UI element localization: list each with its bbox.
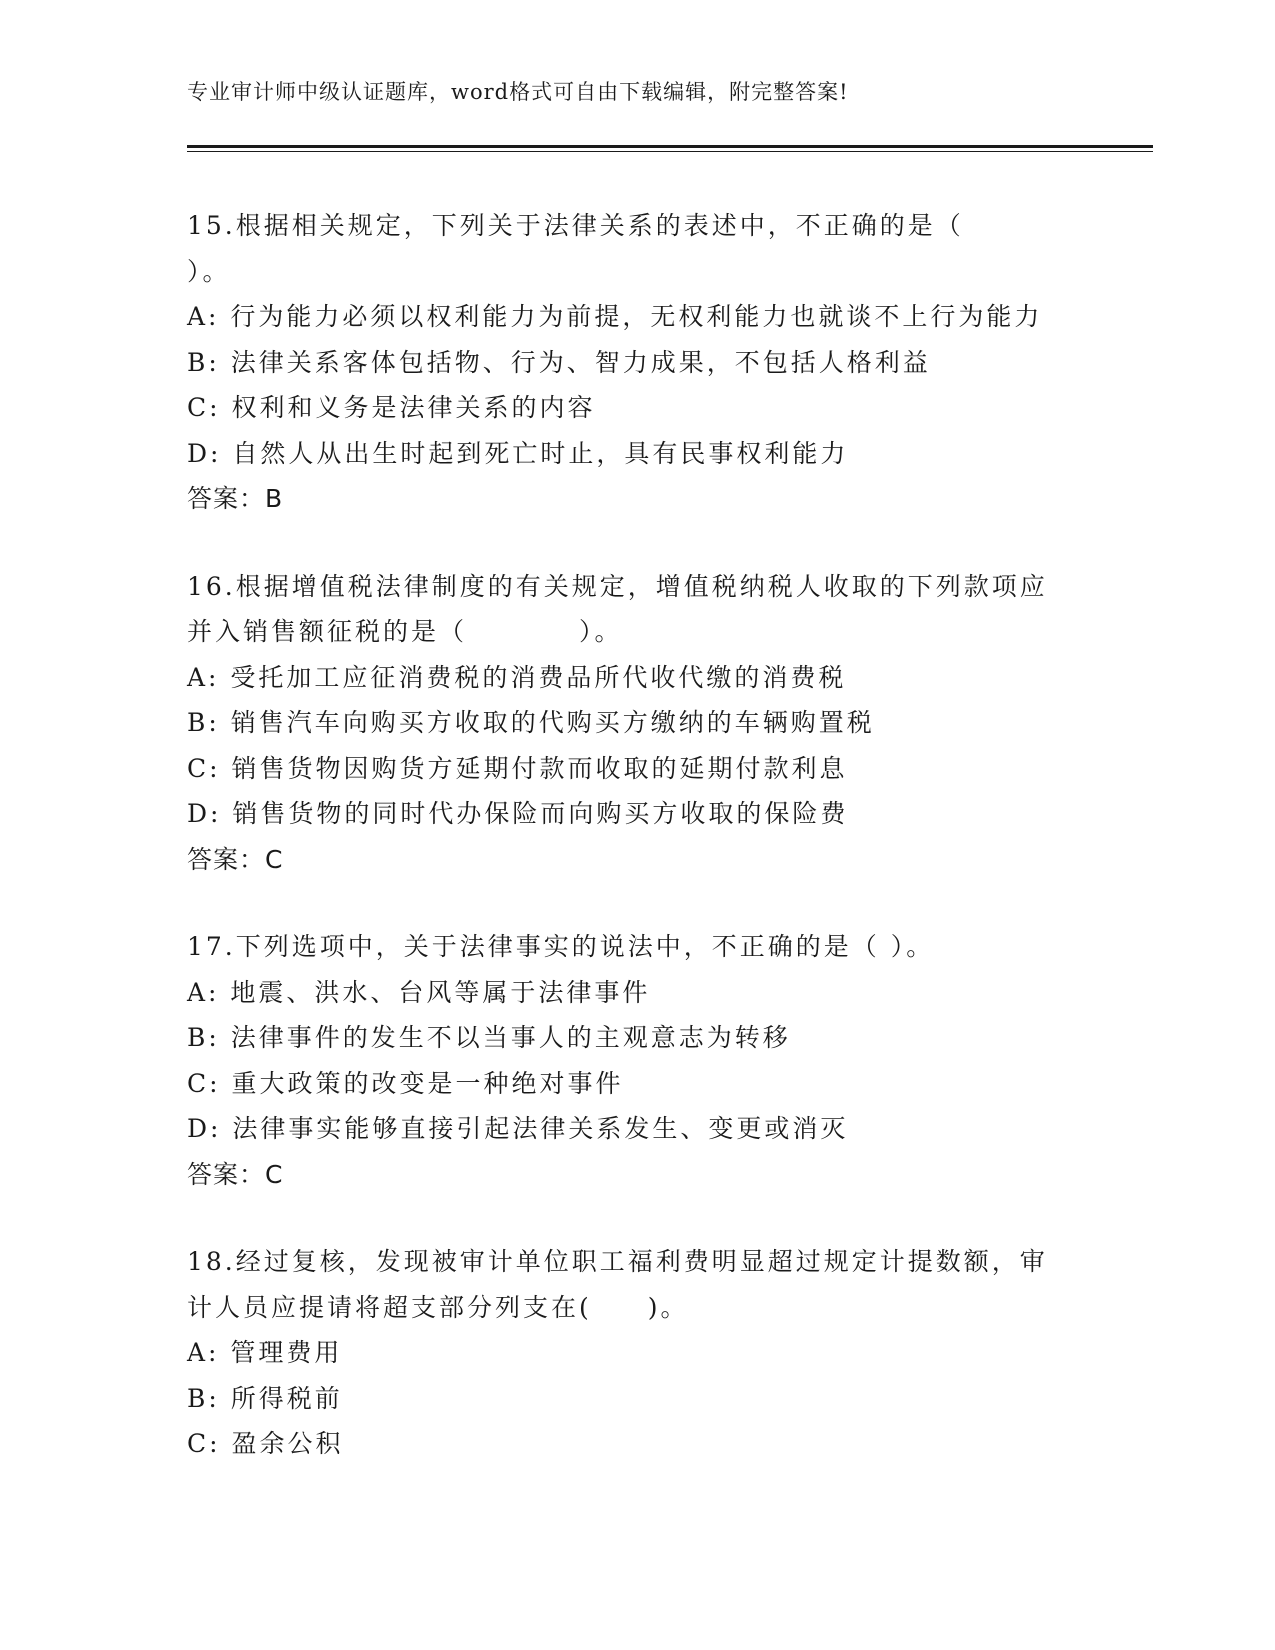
option-c: C: 权利和义务是法律关系的内容 — [187, 393, 596, 422]
option-a: A: 管理费用 — [187, 1338, 343, 1367]
option-c: C: 重大政策的改变是一种绝对事件 — [187, 1068, 624, 1098]
header-rule-thin — [187, 151, 1153, 152]
answer-line: 答案：C — [187, 1159, 284, 1189]
option-b: B: 法律事件的发生不以当事人的主观意志为转移 — [187, 1023, 791, 1052]
question-list — [187, 203, 1087, 1509]
question-16 — [187, 564, 1087, 883]
document-header: 专业审计师中级认证题库，word格式可自由下载编辑，附完整答案! — [187, 80, 849, 104]
answer-line: 答案：B — [187, 484, 284, 513]
option-a: A: 受托加工应征消费税的消费品所代收代缴的消费税 — [187, 662, 847, 692]
option-c: C: 销售货物因购货方延期付款而收取的延期付款利息 — [187, 753, 848, 783]
option-d: D: 销售货物的同时代办保险而向购买方收取的保险费 — [187, 799, 849, 828]
question-stem-line: 16.根据增值税法律制度的有关规定，增值税纳税人收取的下列款项应 — [187, 571, 1048, 601]
question-17 — [187, 924, 1087, 1197]
question-stem-line: 18.经过复核，发现被审计单位职工福利费明显超过规定计提数额，审 — [187, 1247, 1048, 1276]
answer-line: 答案：C — [187, 844, 284, 874]
question-stem-line: 并入销售额征税的是（ ）。 — [187, 617, 623, 646]
question-stem-line: 计人员应提请将超支部分列支在( )。 — [187, 1292, 689, 1322]
header-rule-thick — [187, 145, 1153, 148]
question-15 — [187, 203, 1087, 522]
question-stem-line: ）。 — [187, 256, 231, 286]
option-d: D: 自然人从出生时起到死亡时止，具有民事权利能力 — [187, 438, 849, 468]
option-c: C: 盈余公积 — [187, 1429, 344, 1458]
option-b: B: 法律关系客体包括物、行为、智力成果，不包括人格利益 — [187, 347, 931, 377]
option-a: A: 地震、洪水、台风等属于法律事件 — [187, 977, 651, 1007]
option-d: D: 法律事实能够直接引起法律关系发生、变更或消灭 — [187, 1114, 849, 1143]
question-stem-line: 17.下列选项中，关于法律事实的说法中，不正确的是（ ）。 — [187, 932, 935, 961]
option-b: B: 所得税前 — [187, 1383, 343, 1413]
option-a: A: 行为能力必须以权利能力为前提，无权利能力也就谈不上行为能力 — [187, 302, 1043, 331]
option-b: B: 销售汽车向购买方收取的代购买方缴纳的车辆购置税 — [187, 708, 875, 737]
question-stem-line: 15.根据相关规定，下列关于法律关系的表述中，不正确的是（ — [187, 211, 964, 240]
question-18 — [187, 1239, 1087, 1467]
